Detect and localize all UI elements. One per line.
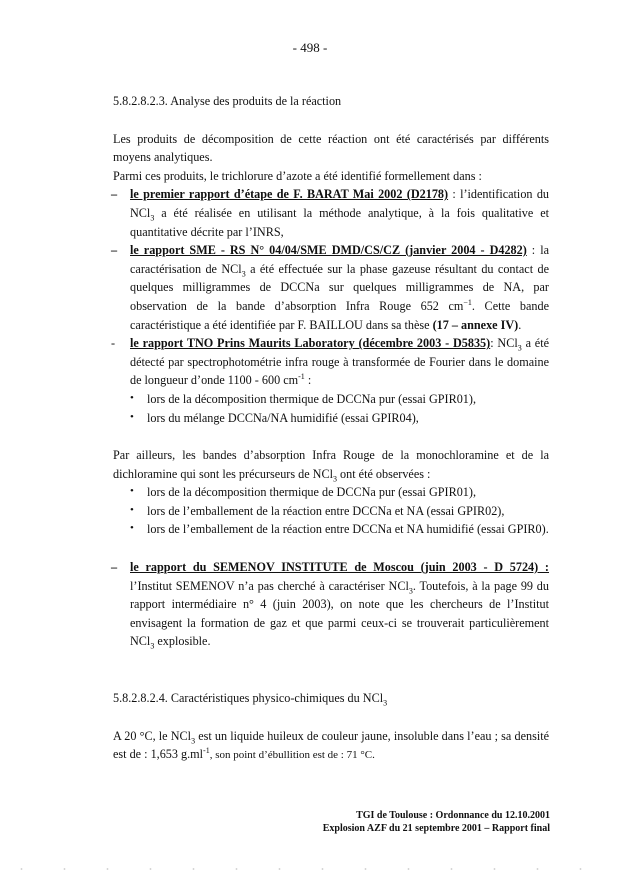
report-reference: le premier rapport d’étape de F. BARAT Mai 2002 (D2178): [130, 187, 449, 202]
section-heading-2823: 5.8.2.8.2.3. Analyse des produits de la réaction: [113, 94, 342, 108]
properties-paragraph: [113, 727, 549, 765]
subscript: 3: [241, 269, 246, 279]
semenov-list: [113, 558, 549, 651]
intro-paragraph: Les produits de décomposition de cette réaction ont été caractérisés par différents moyens analytiques.: [113, 131, 549, 165]
dash-marker: –: [111, 187, 118, 202]
section-heading-2824: [113, 689, 549, 708]
item-text: explosible.: [154, 634, 211, 649]
item-text: : NCl: [490, 336, 518, 351]
dash-marker: -: [111, 336, 116, 351]
dash-marker: –: [111, 243, 118, 258]
scan-artifact: [0, 867, 620, 871]
heading-text: 5.8.2.8.2.4. Caractéristiques physico-chimiques du NCl: [113, 691, 384, 706]
subscript: 3: [383, 698, 388, 708]
item-text: l’Institut SEMENOV n’a pas cherché à caractériser NCl: [130, 578, 409, 593]
document-body: [113, 92, 549, 765]
item-text: .: [518, 317, 522, 332]
page-footer: [323, 809, 550, 835]
paragraph-text: ont été observées :: [337, 466, 431, 481]
bullet-text: lors de la décomposition thermique de DCCNa pur (essai GPIR01),: [147, 485, 477, 500]
bullet-icon: •: [130, 391, 134, 404]
superscript: -1: [203, 746, 210, 756]
paragraph-text: A 20 °C, le NCl: [113, 728, 192, 743]
bullet-text: lors de la décomposition thermique de DCCNa pur (essai GPIR01),: [147, 391, 477, 406]
item-text: a été réalisée en utilisant la méthode analytique, à la fois qualitative et quantitative décrite par l’INRS,: [130, 205, 549, 239]
bullet-text: lors du mélange DCCNa/NA humidifié (essai GPIR04),: [147, 410, 419, 425]
list-item-barat: [113, 185, 549, 241]
list-item: [130, 390, 549, 409]
subscript: 3: [408, 586, 413, 596]
superscript: -1: [298, 372, 305, 382]
subscript: 3: [150, 641, 155, 651]
bullet-icon: •: [130, 410, 134, 423]
report-reference: le rapport TNO Prins Maurits Laboratory (décembre 2003 - D5835): [130, 336, 491, 351]
list-item: [130, 520, 549, 539]
page-number: - 498 -: [292, 40, 328, 55]
superscript: −1: [463, 297, 472, 307]
list-item: [130, 409, 549, 428]
bullet-text: lors de l’emballement de la réaction entre DCCNa et NA (essai GPIR02),: [147, 503, 505, 518]
subscript: 3: [333, 474, 337, 484]
report-reference: le rapport SME - RS N° 04/04/SME DMD/CS/CZ (janvier 2004 - D4282): [130, 243, 527, 258]
list-item-semenov: [113, 558, 549, 651]
annex-reference: (17 – annexe IV): [432, 317, 519, 332]
list-item-sme: [113, 241, 549, 334]
bullet-icon: •: [130, 503, 134, 516]
item-text: : l’identification du NCl: [130, 187, 550, 220]
bullet-icon: •: [130, 522, 134, 535]
chloramine-bullet-list: [113, 483, 549, 539]
paragraph-text: Par ailleurs, les bandes d’absorption Infra Rouge de la monochloramine et de la dichloramine qui sont les précurseurs de NCl: [113, 448, 549, 481]
footer-line-2: Explosion AZF du 21 septembre 2001 – Rapport final: [322, 823, 550, 834]
subscript: 3: [517, 343, 522, 353]
footer-line-1: TGI de Toulouse : Ordonnance du 12.10.2001: [356, 810, 550, 821]
paragraph-text: est un liquide huileux de couleur jaune, insoluble dans l’eau ; sa densité est de : 1,653 g.ml: [113, 728, 549, 762]
subscript: 3: [150, 213, 155, 223]
list-item-tno: [113, 334, 549, 427]
paragraph-text: , son point d’ébullition est de : 71 °C.: [209, 749, 375, 762]
item-text: :: [304, 373, 312, 388]
item-text: : la caractérisation de NCl: [130, 243, 549, 276]
tno-bullet-list: [130, 390, 549, 427]
subscript: 3: [191, 736, 196, 746]
item-text: . Cette bande caractéristique a été identifiée par F. BAILLOU dans sa thèse: [130, 298, 549, 332]
report-list: [113, 185, 549, 427]
bullet-text: lors de l’emballement de la réaction entre DCCNa et NA humidifié (essai GPIR0).: [147, 522, 549, 537]
item-text: a été détecté par spectrophotométrie infra rouge à transformée de Fourier dans le domaine de longueur d’onde 1100 - 600 cm: [130, 336, 549, 388]
bullet-icon: •: [130, 485, 134, 498]
item-text: a été effectuée sur la phase gazeuse résultant du contact de quelques milligrammes de DCCNa sur quelques milligrammes de NA, par observation de la bande d’absorption Infra Rouge 652 cm: [130, 261, 550, 313]
report-reference: le rapport du SEMENOV INSTITUTE de Moscou (juin 2003 - D 5724) :: [130, 560, 549, 575]
dash-marker: –: [111, 560, 118, 575]
list-item: [130, 483, 549, 502]
item-text: . Toutefois, à la page 99 du rapport intermédiaire n° 4 (juin 2003), on note que les chercheurs de l’Institut envisagent la formation de gaz et que parmi ceux-ci se trouverait particulièrement NCl: [130, 578, 549, 649]
list-item: [130, 502, 549, 521]
chloramine-paragraph: [113, 446, 549, 483]
intro-lead: Parmi ces produits, le trichlorure d’azote a été identifié formellement dans :: [113, 168, 482, 183]
